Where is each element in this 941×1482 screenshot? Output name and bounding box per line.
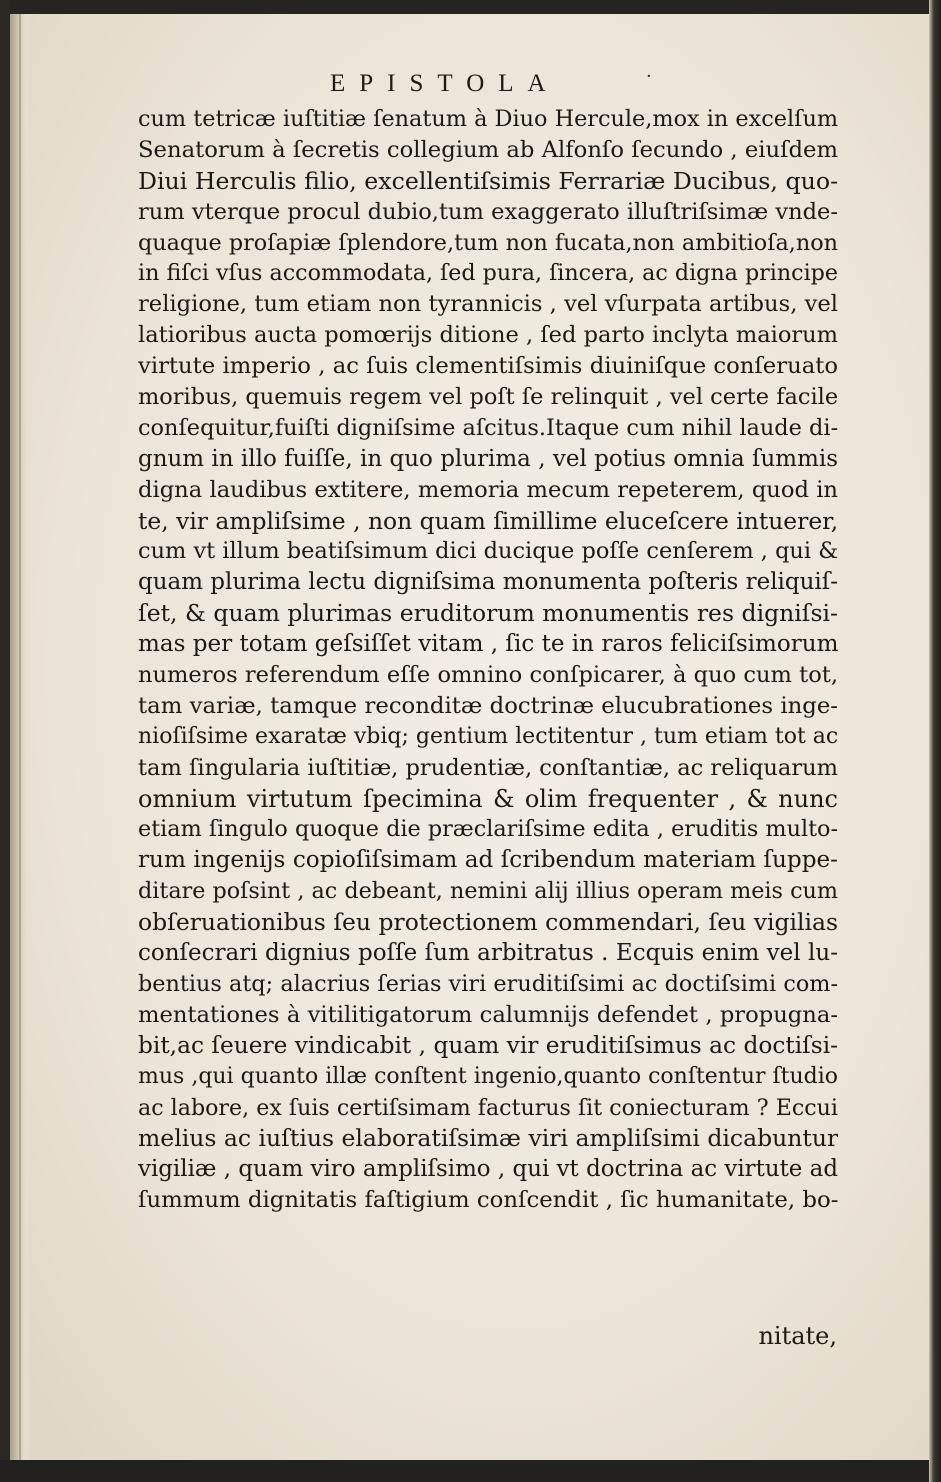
text-line: te, vir ampliſsime , non quam ſimillime eluceſcere intuerer, (138, 506, 838, 535)
text-line: rum ingenijs copioſiſsimam ad ſcribendum materiam ſuppe- (138, 847, 838, 874)
text-line: ſet, & quam plurimas eruditorum monumentis res digniſsi- (138, 599, 838, 628)
text-line: digna laudibus extitere, memoria mecum repeterem, quod in (138, 476, 838, 503)
page-gutter (10, 14, 32, 1460)
text-line: numeros referendum eſſe omnino conſpicarer, à quo cum tot, (138, 662, 838, 689)
text-line: mentationes à vitilitigatorum calumnijs defendet , propugna- (138, 1001, 838, 1028)
text-line: tam ſingularia iuſtitiæ, prudentiæ, conſtantiæ, ac reliquarum (138, 754, 838, 781)
text-line: Diui Herculis filio, excellentiſsimis Ferrariæ Ducibus, quo- (138, 166, 838, 195)
text-line: gnum in illo fuiſſe, in quo plurima , vel potius omnia ſummis (138, 445, 838, 472)
text-line: virtute imperio , ac ſuis clementiſsimis diuiniſque conſeruato (138, 353, 838, 380)
text-line: quam plurima lectu digniſsima monumenta poſteris reliquiſ- (138, 569, 838, 596)
scan-background-left (0, 0, 10, 1482)
text-line: bentius atq; alacrius ſerias viri eruditiſsimi ac doctiſsimi com- (138, 970, 838, 997)
scan-background-top (0, 0, 941, 14)
text-line: conſequitur,fuiſti digniſsime aſcitus.Itaque cum nihil laude di- (138, 414, 838, 441)
text-line: obſeruationibus ſeu protectionem commendari, ſeu vigilias (138, 908, 838, 937)
text-line: cum vt illum beatiſsimum dici ducique poſſe cenſerem , qui & (138, 538, 838, 565)
text-line: religione, tum etiam non tyrannicis , vel vſurpata artibus, vel (138, 291, 838, 318)
text-line: moribus, quemuis regem vel poſt ſe relinquit , vel certe facile (138, 384, 838, 411)
text-line: ſummum dignitatis faſtigium conſcendit , ſic humanitate, bo- (138, 1187, 838, 1214)
text-line: ditare poſsint , ac debeant, nemini alij illius operam meis cum (138, 878, 838, 905)
text-line: mas per totam geſsiſſet vitam , ſic te in raros feliciſsimorum (138, 631, 838, 658)
binding-line (19, 14, 21, 1460)
text-line: quaque proſapiæ ſplendore,tum non fucata,non ambitioſa,non (138, 229, 838, 256)
scan-background-right (929, 0, 941, 1482)
text-line: in fiſci vſus accommodata, ſed pura, ſincera, ac digna principe (138, 260, 838, 287)
text-line: rum vterque procul dubio,tum exaggerato illuſtriſsimæ vnde- (138, 198, 838, 225)
head-dot-mark: · (646, 66, 652, 87)
text-line: mus ,qui quanto illæ conſtent ingenio,quanto conſtentur ſtudio (138, 1063, 838, 1089)
text-block (138, 104, 838, 1216)
text-line: bit,ac ſeuere vindicabit , quam vir eruditiſsimus ac doctiſsi- (138, 1031, 838, 1059)
text-line: ac labore, ex ſuis certiſsimam facturus ſit coniecturam ? Eccui (138, 1094, 838, 1121)
text-line: vigiliæ , quam viro ampliſsimo , qui vt doctrina ac virtute ad (138, 1156, 838, 1183)
text-line: etiam ſingulo quoque die præclariſsime edita , eruditis multo- (138, 816, 838, 843)
text-line: nioſiſsime exaratæ vbiq; gentium lectitentur , tum etiam tot ac (138, 723, 838, 749)
text-line: Senatorum à ſecretis collegium ab Alfonſo ſecundo , eiuſdem (138, 136, 838, 163)
running-head: EPISTOLA (330, 70, 560, 97)
scan-background-bottom (0, 1460, 941, 1482)
text-line: melius ac iuſtius elaboratiſsimæ viri ampliſsimi dicabuntur (138, 1124, 838, 1153)
text-line: omnium virtutum ſpecimina & olim frequenter , & nunc (138, 784, 838, 813)
text-line: latioribus aucta pomœrijs ditione , ſed parto inclyta maiorum (138, 322, 838, 349)
text-line: conſecrari dignius poſſe ſum arbitratus . Ecquis enim vel lu- (138, 940, 838, 967)
text-line: tam variæ, tamque reconditæ doctrinæ elucubrationes inge- (138, 692, 838, 719)
catchword: nitate, (758, 1322, 837, 1350)
text-line: cum tetricæ iuſtitiæ ſenatum à Diuo Hercule,mox in excelſum (138, 106, 838, 132)
